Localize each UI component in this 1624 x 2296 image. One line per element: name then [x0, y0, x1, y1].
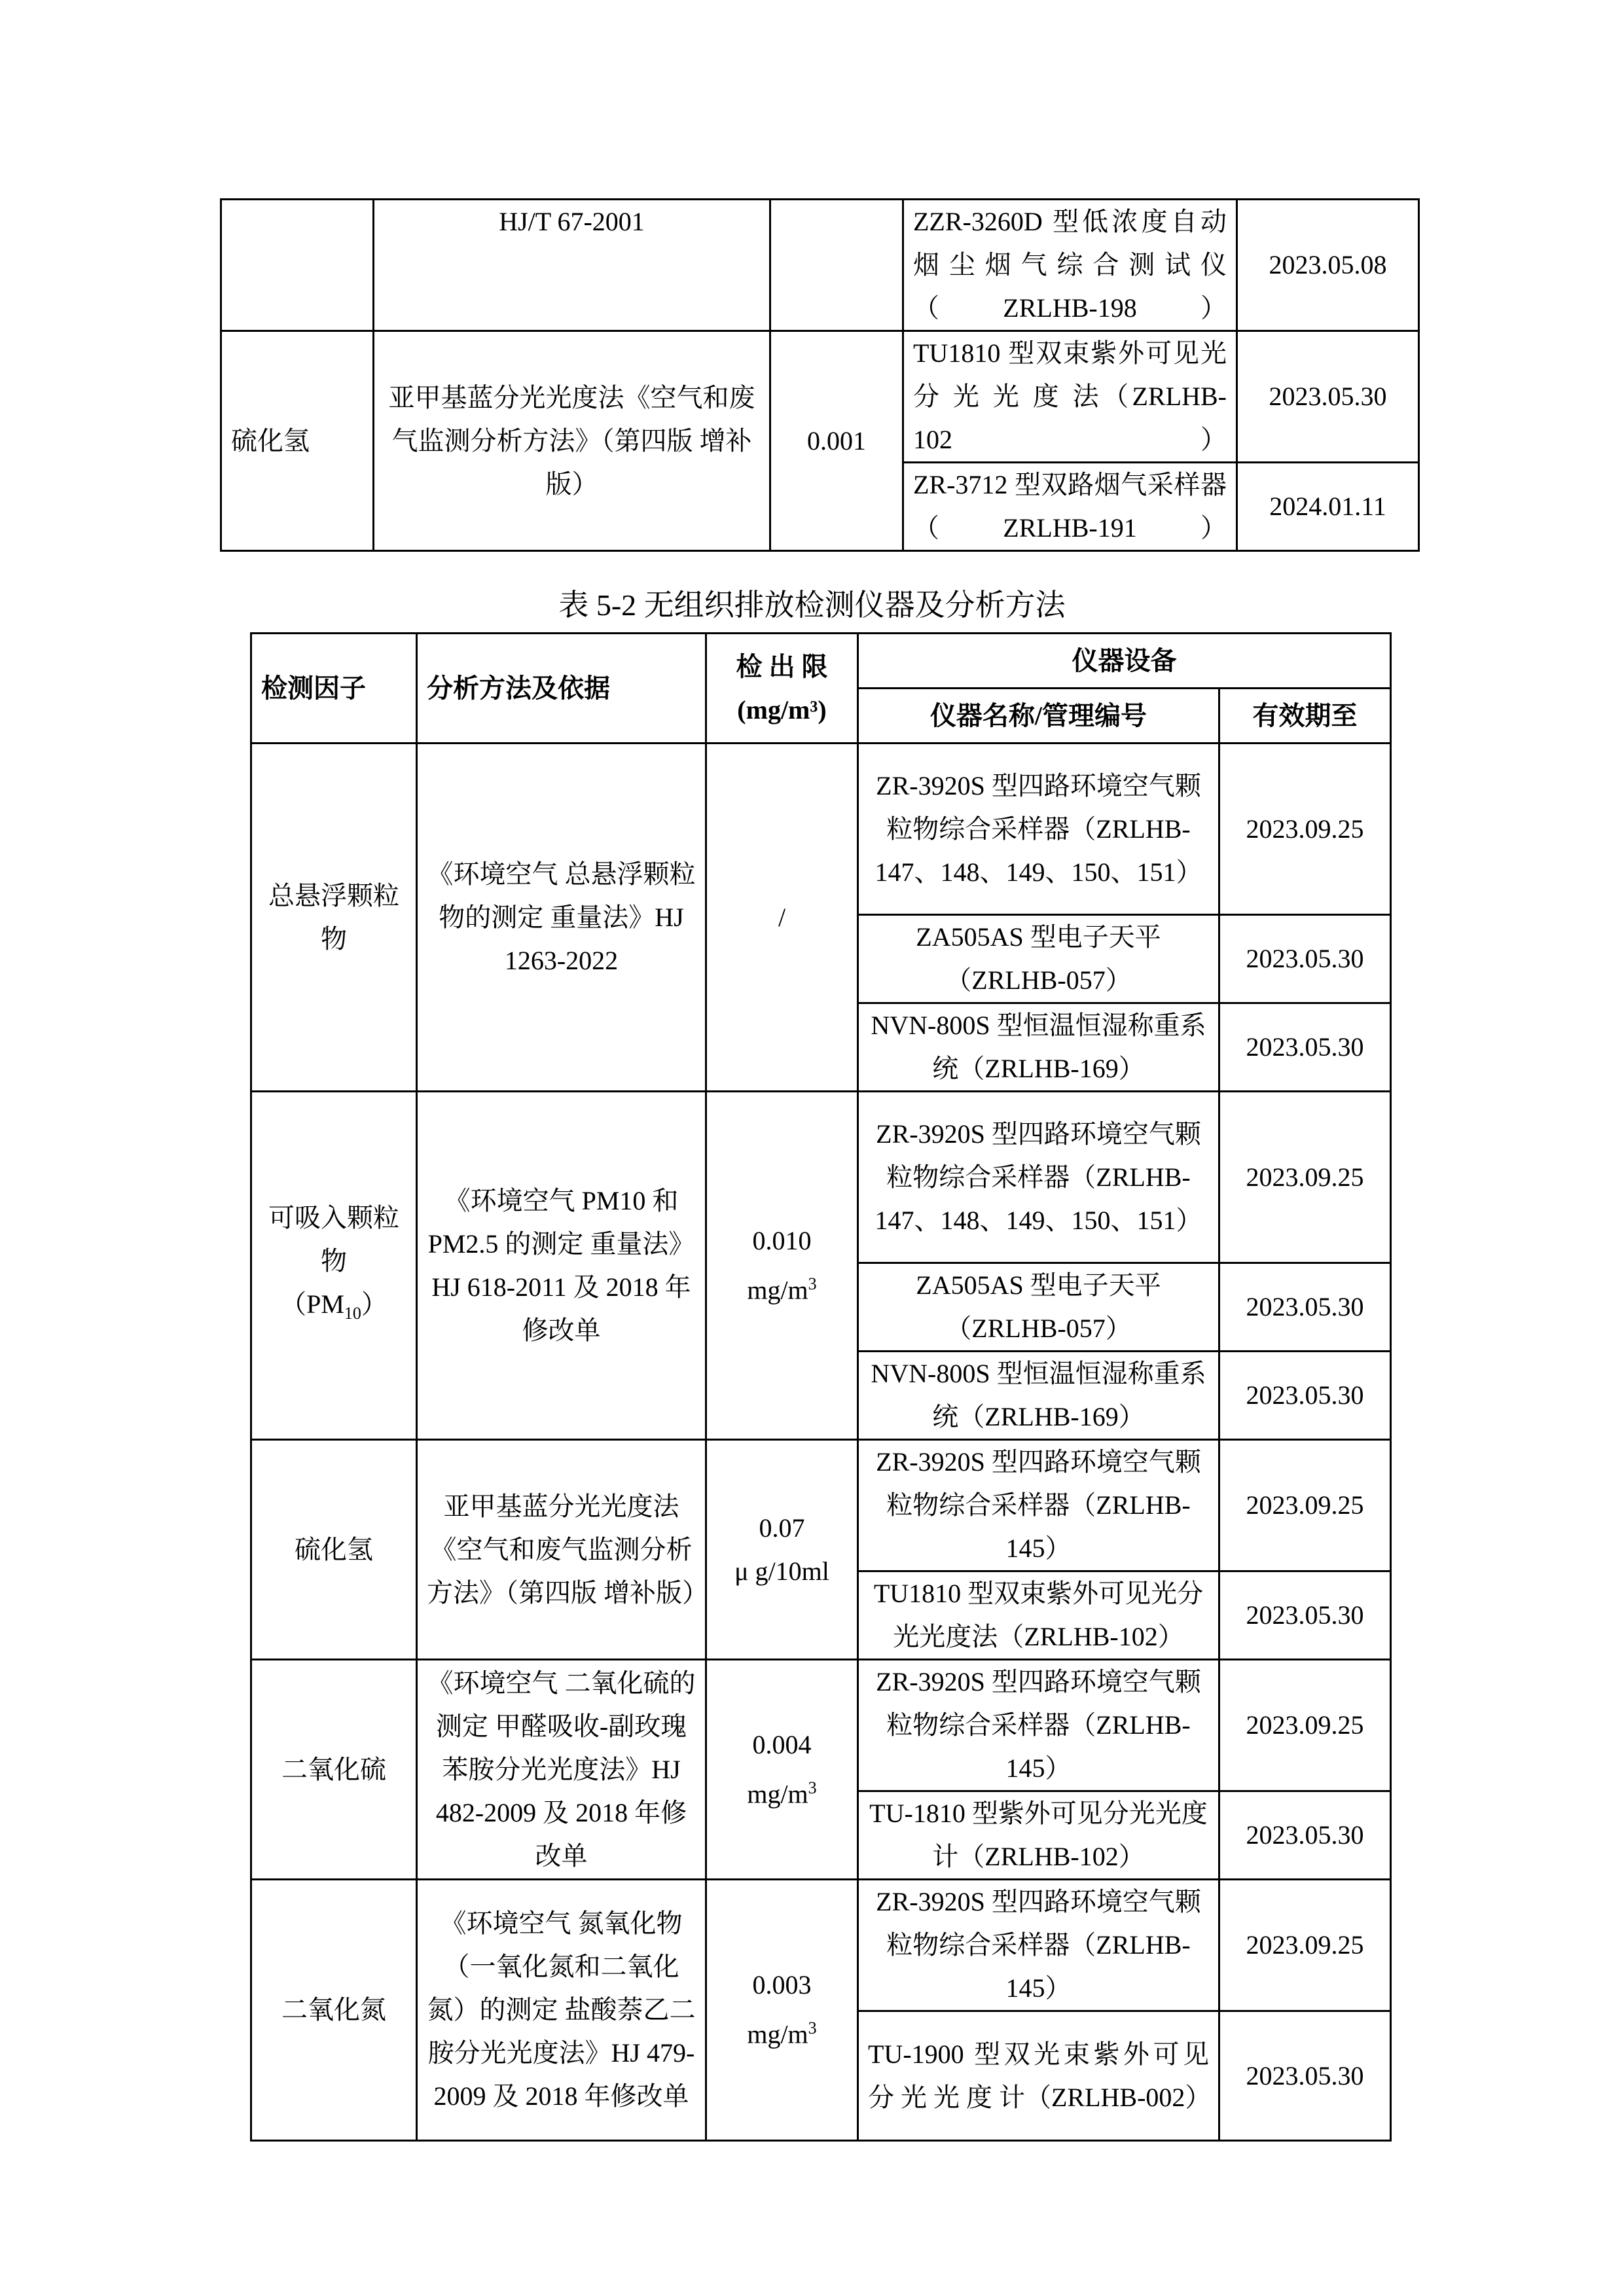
method-cell: 《环境空气 总悬浮颗粒物的测定 重量法》HJ 1263-2022 [417, 744, 706, 1092]
table-row [251, 1092, 1391, 1263]
header-limit [706, 634, 858, 744]
limit-unit: mg/m [747, 2019, 808, 2049]
table-row [221, 200, 1419, 331]
valid-date-cell: 2023.09.25 [1219, 744, 1391, 915]
factor-abbr-close: ） [361, 1289, 388, 1319]
header-instrument-name: 仪器名称/管理编号 [858, 689, 1219, 744]
limit-cell [706, 1660, 858, 1880]
valid-date-cell: 2023.09.25 [1219, 1880, 1391, 2011]
valid-date-cell: 2024.01.11 [1237, 463, 1419, 551]
table-row [221, 331, 1419, 463]
limit-unit-sup: 3 [808, 2018, 817, 2038]
method-cell: 《环境空气 二氧化硫的测定 甲醛吸收-副玫瑰苯胺分光光度法》HJ 482-2009 及 2018 年修改单 [417, 1660, 706, 1880]
header-factor: 检测因子 [251, 634, 417, 744]
instrument-name-cell: ZR-3920S 型四路环境空气颗粒物综合采样器（ZRLHB-147、148、149、150、151） [858, 1092, 1219, 1263]
valid-date-cell: 2023.05.30 [1219, 1263, 1391, 1352]
table-row [251, 1440, 1391, 1571]
limit-cell [770, 200, 903, 331]
method-cell: HJ/T 67-2001 [374, 200, 770, 331]
limit-cell [706, 1440, 858, 1660]
valid-date-cell: 2023.05.30 [1219, 1571, 1391, 1660]
limit-value: 0.07 [759, 1513, 805, 1543]
factor-cell: 二氧化氮 [251, 1880, 417, 2141]
table-row [251, 1880, 1391, 2011]
header-valid-date: 有效期至 [1219, 689, 1391, 744]
limit-unit: μ g/10ml [734, 1556, 829, 1586]
factor-cell: 硫化氢 [251, 1440, 417, 1660]
table-caption: 表 5-2 无组织排放检测仪器及分析方法 [558, 588, 1066, 622]
header-limit-unit: (mg/m³) [737, 694, 827, 725]
method-cell: 亚甲基蓝分光光度法《空气和废气监测分析方法》（第四版 增补版） [417, 1440, 706, 1660]
instrument-name-cell: ZR-3920S 型四路环境空气颗粒物综合采样器（ZRLHB-145） [858, 1440, 1219, 1571]
factor-name: 可吸入颗粒物 [268, 1202, 399, 1276]
valid-date-cell: 2023.09.25 [1219, 1440, 1391, 1571]
header-equipment: 仪器设备 [858, 634, 1391, 689]
table-header-row [251, 634, 1391, 689]
limit-unit-sup: 3 [808, 1778, 817, 1797]
factor-abbr-sub: 10 [344, 1303, 361, 1323]
method-cell: 《环境空气 氮氧化物（一氧化氮和二氧化氮）的测定 盐酸萘乙二胺分光光度法》HJ 479-2009 及 2018 年修改单 [417, 1880, 706, 2141]
valid-date-cell: 2023.05.30 [1219, 1003, 1391, 1092]
limit-cell [706, 1092, 858, 1440]
instrument-name-cell: ZA505AS 型电子天平（ZRLHB-057） [858, 915, 1219, 1003]
method-cell: 《环境空气 PM10 和 PM2.5 的测定 重量法》HJ 618-2011 及 2018 年修改单 [417, 1092, 706, 1440]
valid-date-cell: 2023.09.25 [1219, 1092, 1391, 1263]
limit-cell [706, 1880, 858, 2141]
limit-unit: mg/m [747, 1275, 808, 1305]
instrument-name-cell: ZR-3920S 型四路环境空气颗粒物综合采样器（ZRLHB-145） [858, 1880, 1219, 2011]
factor-cell: 总悬浮颗粒物 [251, 744, 417, 1092]
limit-cell: / [706, 744, 858, 1092]
factor-cell: 二氧化硫 [251, 1660, 417, 1880]
instrument-name-cell: TU1810 型双束紫外可见光 分 光 光 度 法（ZRLHB-102） [903, 331, 1237, 463]
limit-cell: 0.001 [770, 331, 903, 551]
factor-cell [251, 1092, 417, 1440]
valid-date-cell: 2023.05.30 [1219, 915, 1391, 1003]
table-continuation [220, 198, 1420, 552]
limit-unit: mg/m [747, 1779, 808, 1809]
valid-date-cell: 2023.05.30 [1237, 331, 1419, 463]
valid-date-cell: 2023.05.30 [1219, 1791, 1391, 1880]
instrument-name-cell: TU1810 型双束紫外可见光分光光度法（ZRLHB-102） [858, 1571, 1219, 1660]
limit-value: 0.004 [752, 1729, 812, 1759]
factor-abbr-open: （PM [280, 1289, 344, 1319]
limit-unit-sup: 3 [808, 1274, 817, 1293]
instrument-name-cell: ZA505AS 型电子天平（ZRLHB-057） [858, 1263, 1219, 1352]
instrument-name-cell: TU-1810 型紫外可见分光光度计（ZRLHB-102） [858, 1791, 1219, 1880]
factor-cell: 硫化氢 [221, 331, 374, 551]
limit-value: 0.010 [752, 1225, 812, 1255]
instrument-name-cell: ZR-3920S 型四路环境空气颗粒物综合采样器（ZRLHB-145） [858, 1660, 1219, 1791]
instrument-name-cell: ZR-3712 型双路烟气采样器（ZRLHB-191） [903, 463, 1237, 551]
instrument-name-cell: NVN-800S 型恒温恒湿称重系统（ZRLHB-169） [858, 1003, 1219, 1092]
instrument-name-cell: ZZR-3260D 型低浓度自动烟尘烟气综合测试仪（ZRLHB-198） [903, 200, 1237, 331]
valid-date-cell: 2023.05.30 [1219, 1352, 1391, 1440]
header-method: 分析方法及依据 [417, 634, 706, 744]
factor-cell [221, 200, 374, 331]
header-limit-label: 检 出 限 [736, 651, 828, 681]
limit-value: 0.003 [752, 1970, 812, 2000]
table-unorganized-emission [250, 632, 1392, 2142]
instrument-name-cell: ZR-3920S 型四路环境空气颗粒物综合采样器（ZRLHB-147、148、149、150、151） [858, 744, 1219, 915]
valid-date-cell: 2023.09.25 [1219, 1660, 1391, 1791]
instrument-name-cell: TU-1900 型双光束紫外可见 分 光 光 度 计（ZRLHB-002） [858, 2011, 1219, 2141]
table-row [251, 744, 1391, 915]
method-cell: 亚甲基蓝分光光度法《空气和废气监测分析方法》（第四版 增补版） [374, 331, 770, 551]
valid-date-cell: 2023.05.08 [1237, 200, 1419, 331]
valid-date-cell: 2023.05.30 [1219, 2011, 1391, 2141]
instrument-name-cell: NVN-800S 型恒温恒湿称重系统（ZRLHB-169） [858, 1352, 1219, 1440]
table-row [251, 1660, 1391, 1791]
